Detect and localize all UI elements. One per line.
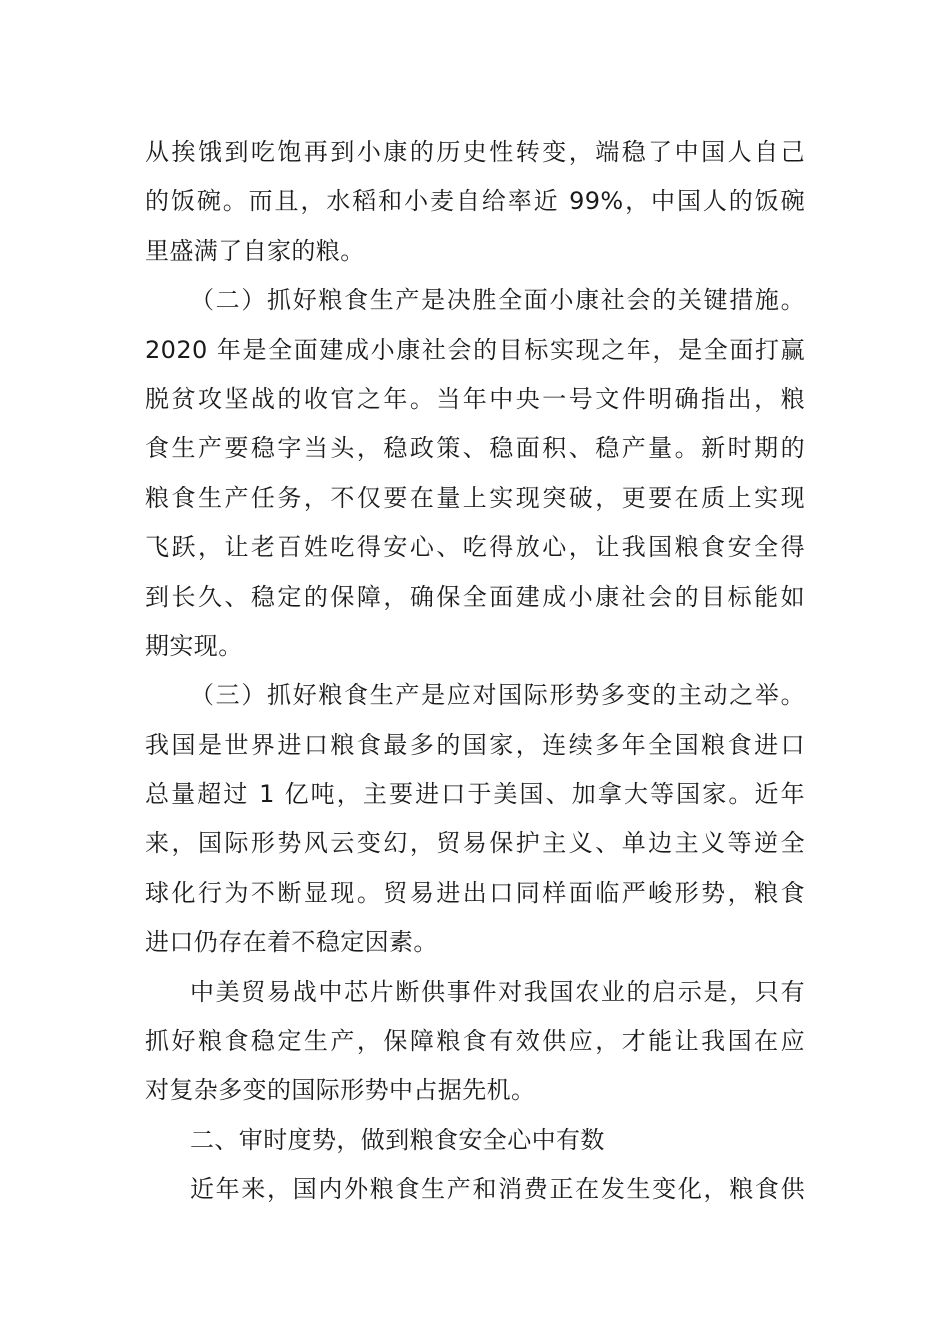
text-line: 2020 年是全面建成小康社会的目标实现之年，是全面打赢 — [145, 335, 805, 364]
text-line: 来，国际形势风云变幻，贸易保护主义、单边主义等逆全 — [145, 829, 805, 858]
text-line: 从挨饿到吃饱再到小康的历史性转变，端稳了中国人自己 — [145, 138, 805, 166]
text-line: 二、审时度势，做到粮食安全心中有数 — [190, 1125, 605, 1154]
text-line: 对复杂多变的国际形势中占据先机。 — [145, 1076, 536, 1105]
text-line: 中美贸易战中芯片断供事件对我国农业的启示是，只有 — [190, 977, 805, 1006]
text-line: 食生产要稳字当头，稳政策、稳面积、稳产量。新时期的 — [145, 434, 805, 463]
text-line: （三）抓好粮食生产是应对国际形势多变的主动之举。 — [190, 681, 805, 710]
text-line: 飞跃，让老百姓吃得安心、吃得放心，让我国粮食安全得 — [145, 533, 805, 562]
text-line: 进口仍存在着不稳定因素。 — [145, 928, 438, 957]
text-line: 我国是世界进口粮食最多的国家，连续多年全国粮食进口 — [145, 730, 805, 759]
text-line: 近年来，国内外粮食生产和消费正在发生变化，粮食供 — [190, 1175, 805, 1204]
text-line: 抓好粮食稳定生产，保障粮食有效供应，才能让我国在应 — [145, 1027, 805, 1056]
text-line: 的饭碗。而且，水稻和小麦自给率近 99%，中国人的饭碗 — [145, 187, 805, 216]
text-line: 到长久、稳定的保障，确保全面建成小康社会的目标能如 — [145, 582, 805, 611]
text-line: 里盛满了自家的粮。 — [145, 236, 365, 265]
text-line: 脱贫攻坚战的收官之年。当年中央一号文件明确指出，粮 — [145, 384, 805, 413]
document-body — [145, 128, 805, 1215]
text-line: 球化行为不断显现。贸易进出口同样面临严峻形势，粮食 — [145, 878, 805, 907]
text-line: （二）抓好粮食生产是决胜全面小康社会的关键措施。 — [190, 286, 805, 315]
text-line: 期实现。 — [145, 631, 243, 660]
text-line: 粮食生产任务，不仅要在量上实现突破，更要在质上实现 — [145, 483, 805, 512]
text-line: 总量超过 1 亿吨，主要进口于美国、加拿大等国家。近年 — [145, 780, 805, 809]
